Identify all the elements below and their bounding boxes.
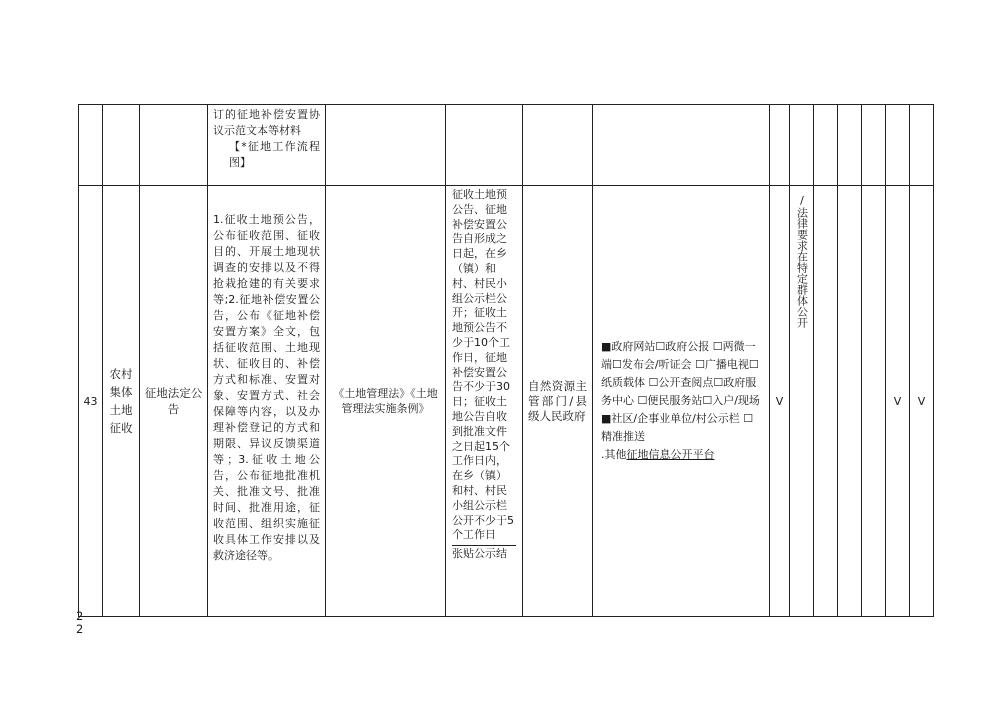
cell-empty [838, 186, 862, 617]
cell-empty [862, 105, 886, 186]
item-cell: 征地法定公告 [140, 186, 208, 617]
channels-other-prefix: .其他 [601, 448, 627, 461]
page-number-line: 2 [76, 622, 84, 636]
flowchart-reference: 【*征地工作流程图】 [229, 140, 320, 169]
category-cell: 农村集体土地征收 [103, 186, 140, 617]
table-row-continued [79, 105, 934, 186]
content-cell: 1.征收土地预公告，公布征收范围、征收目的、开展土地现状调查的安排以及不得抢栽抢建的有关要求等;2.征地补偿安置公告，公布《征地补偿安置方案》全文，包括征收范围、土地现状、征收目的、补偿方式和标准、安置对象、安置方式、社会保障等内容，以及办理补偿登记的方式和期限、异议反馈渠道等；3.征收土地公告，公布征地批准机关、批准文号、批准时间、批准用途，征收范围、组织实施征收具体工作安排以及救济途径等。 [208, 186, 326, 617]
cell-empty [814, 186, 838, 617]
cell-empty [593, 105, 770, 186]
time-limit-last-line: 张贴公示结 [452, 545, 516, 562]
cell-empty [326, 105, 446, 186]
land-info-platform-link: 征地信息公开平台 [626, 448, 715, 461]
cell-empty [140, 105, 208, 186]
channels-list: ■政府网站☐政府公报 ☐两微一端☐发布会/听证会 ☐广播电视☐纸质载体 ☐公开查阅点☐政府服务中心 ☐便民服务站☐入户/现场 ■社区/企事业单位/村公示栏 ☐精准推送 [601, 340, 760, 443]
cell-empty [814, 105, 838, 186]
specific-group-cell [790, 186, 814, 617]
check-all-public: V [770, 186, 790, 617]
cell-empty [790, 105, 814, 186]
channels-cell [593, 186, 770, 617]
time-limit-text: 征收土地预公告、征地补偿安置公告自形成之日起，在乡（镇）和村、村民小组公示栏公开；征收土地预公告不少于10个工作日，征地补偿安置公告不少于30日；征收土地公告自收到批准文件之日起15个工作日内，在乡（镇）和村、村民小组公示栏公开不少于5个工作日 [452, 188, 514, 542]
cell-empty [862, 186, 886, 617]
channels-other [601, 446, 761, 464]
cell-empty [79, 105, 103, 186]
content-continued-text: 订的征地补偿安置协议示范文本等材料 [213, 108, 320, 137]
cell-empty [770, 105, 790, 186]
cell-empty [446, 105, 523, 186]
cell-empty [523, 105, 593, 186]
table-row-43 [79, 186, 934, 617]
cell-empty [838, 105, 862, 186]
disclosure-table [78, 104, 934, 617]
cell-content-continued [208, 105, 326, 186]
cell-empty [103, 105, 140, 186]
page-number [76, 610, 83, 636]
cell-empty [886, 105, 910, 186]
page-number-line: 2 [76, 609, 84, 623]
cell-empty [910, 105, 934, 186]
check-county: V [910, 186, 934, 617]
specific-group-text: /法律要求在特定群体公开 [795, 194, 809, 328]
row-index: 43 [79, 186, 103, 617]
legal-basis-cell: 《土地管理法》《土地管理法实施条例》 [326, 186, 446, 617]
check-active: V [886, 186, 910, 617]
subject-cell: 自然资源主管部门/县级人民政府 [523, 186, 593, 617]
time-limit-cell [446, 186, 523, 617]
